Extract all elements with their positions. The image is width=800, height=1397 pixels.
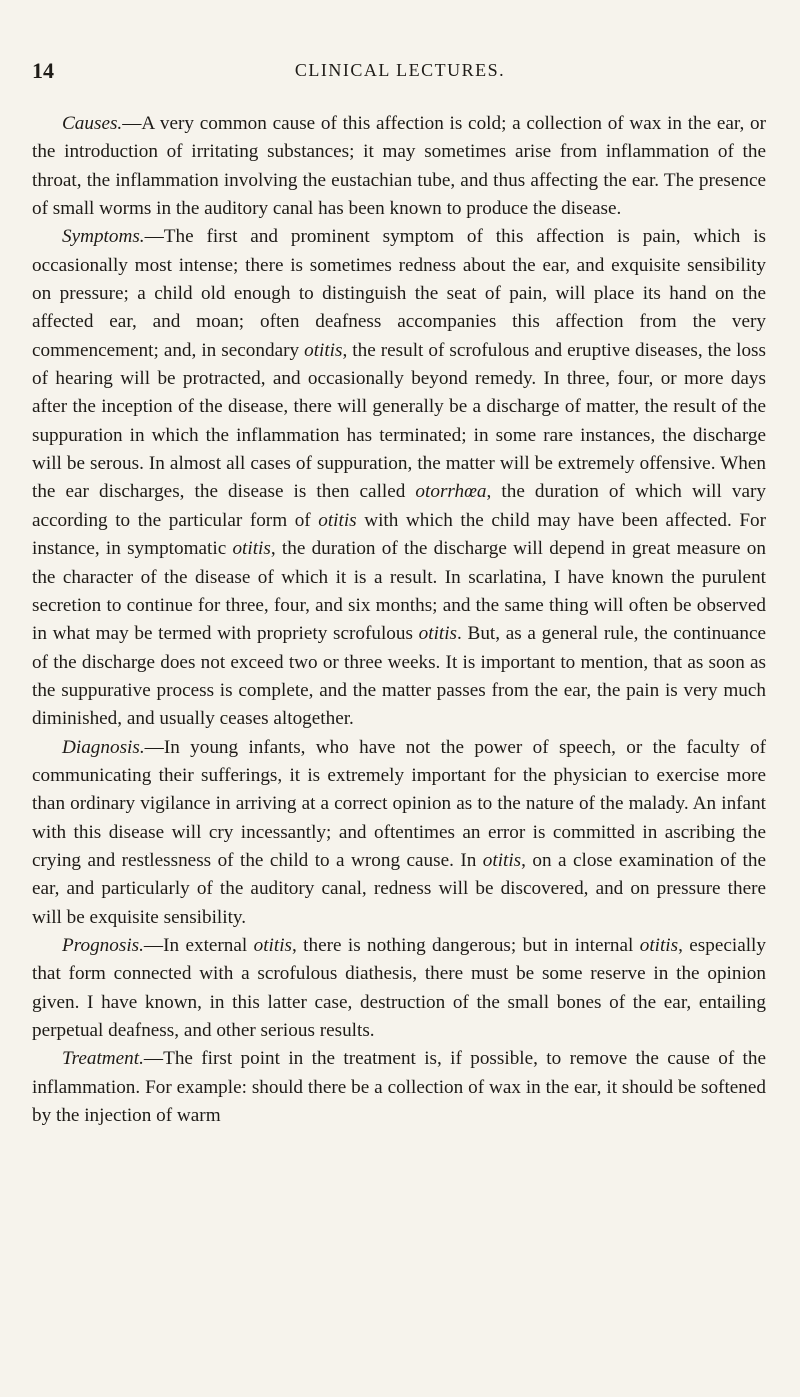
text-run: , the result of scrofulous and eruptive diseases, the loss of hearing will be protracted, and occasionally beyond remedy. In three, four, or more days after the inception of the disease, there will generally be a discharge of matter, the result of the suppuration in which the inflammation has terminated; in some rare instances, the discharge will be serous. In almost all cases of suppuration, the matter will be extremely offensive. When the ear discharges, the disease is then called bbox=[32, 339, 766, 503]
text-run: . But, as a general rule, the continuance of the discharge does not exceed two or three weeks. It is important to mention, that as soon as the suppurative process is complete, and the matter passes from the ear, the pain is very much diminished, and usually ceases altogether. bbox=[32, 623, 766, 730]
section-label: Prognosis. bbox=[62, 934, 144, 956]
section-label: Treatment. bbox=[62, 1048, 144, 1070]
page-number: 14 bbox=[32, 58, 54, 83]
paragraph-treatment bbox=[32, 1045, 766, 1130]
italic-term: otitis bbox=[318, 509, 357, 531]
text-run: —The first point in the treatment is, if possible, to remove the cause of the inflammation. For example: should there be a collection of wax in the ear, it should be softened by the injection of warm bbox=[32, 1048, 766, 1127]
paragraph-content bbox=[32, 113, 766, 219]
text-run: , especially that form connected with a scrofulous diathesis, there must be some reserve in the opinion given. I have known, in this latter case, destruction of the small bones of the ear, entailing perpetual deafness, and other serious results. bbox=[32, 934, 766, 1041]
section-label: Symptoms. bbox=[62, 226, 145, 248]
paragraph-causes bbox=[32, 110, 766, 223]
text-run: with which the child may have been affected. For instance, in symptomatic bbox=[32, 509, 766, 560]
italic-term: otitis bbox=[639, 934, 679, 956]
text-run: , the duration of which will vary according to the particular form of bbox=[32, 481, 766, 531]
paragraph-prognosis bbox=[32, 932, 766, 1045]
paragraph-symptoms bbox=[32, 223, 766, 733]
body-text bbox=[32, 110, 766, 1130]
italic-term: otitis bbox=[232, 538, 271, 560]
text-run: —The first and prominent symptom of this affection is pain, which is occasionally most intense; there is sometimes redness about the ear, and exquisite sensibility on pressure; a child old enough to distinguish the seat of pain, will place its hand on the affected ear, and moan; often deafness accompanies this affection from the very commencement; and, in secondary bbox=[32, 226, 766, 361]
text-run: —In external bbox=[143, 934, 254, 956]
text-run: , on a close examination of the ear, and particularly of the auditory canal, redness will be discovered, and on pressure there will be exquisite sensibility. bbox=[32, 849, 766, 928]
text-run: —A very common cause of this affection is cold; a collection of wax in the ear, or the introduction of irritating substances; it may sometimes arise from inflammation of the throat, the inflammation involving the eustachian tube, and thus affecting the ear. The presence of small worms in the auditory canal has been known to produce the disease. bbox=[32, 113, 766, 220]
section-label: Causes. bbox=[62, 113, 123, 134]
section-label: Diagnosis. bbox=[62, 736, 145, 758]
running-title: CLINICAL LECTURES. bbox=[294, 60, 506, 80]
italic-term: otitis bbox=[418, 623, 458, 645]
paragraph-content bbox=[32, 737, 766, 928]
italic-term: otitis bbox=[253, 934, 292, 956]
italic-term: otitis bbox=[304, 339, 343, 361]
page-header bbox=[32, 58, 768, 88]
text-run: —In young infants, who have not the power of speech, or the faculty of communicating their sufferings, it is extremely important for the physician to exercise more than ordinary vigilance in arriving at a correct opinion as to the nature of the malady. An infant with this disease will cry incessantly; and oftentimes an error is committed in ascribing the crying and restlessness of the child to a wrong cause. In bbox=[32, 736, 766, 871]
italic-term: otorrhœa bbox=[415, 481, 487, 503]
text-run: , there is nothing dangerous; but in internal bbox=[292, 934, 640, 956]
text-run: , the duration of the discharge will depend in great measure on the character of the disease of which it is a result. In scarlatina, I have known the purulent secretion to continue for three, four, and six months; and the same thing will often be observed in what may be termed with propriety scrofulous bbox=[32, 538, 766, 645]
italic-term: otitis bbox=[482, 849, 522, 871]
paragraph-content bbox=[32, 226, 766, 729]
paragraph-diagnosis bbox=[32, 734, 766, 932]
